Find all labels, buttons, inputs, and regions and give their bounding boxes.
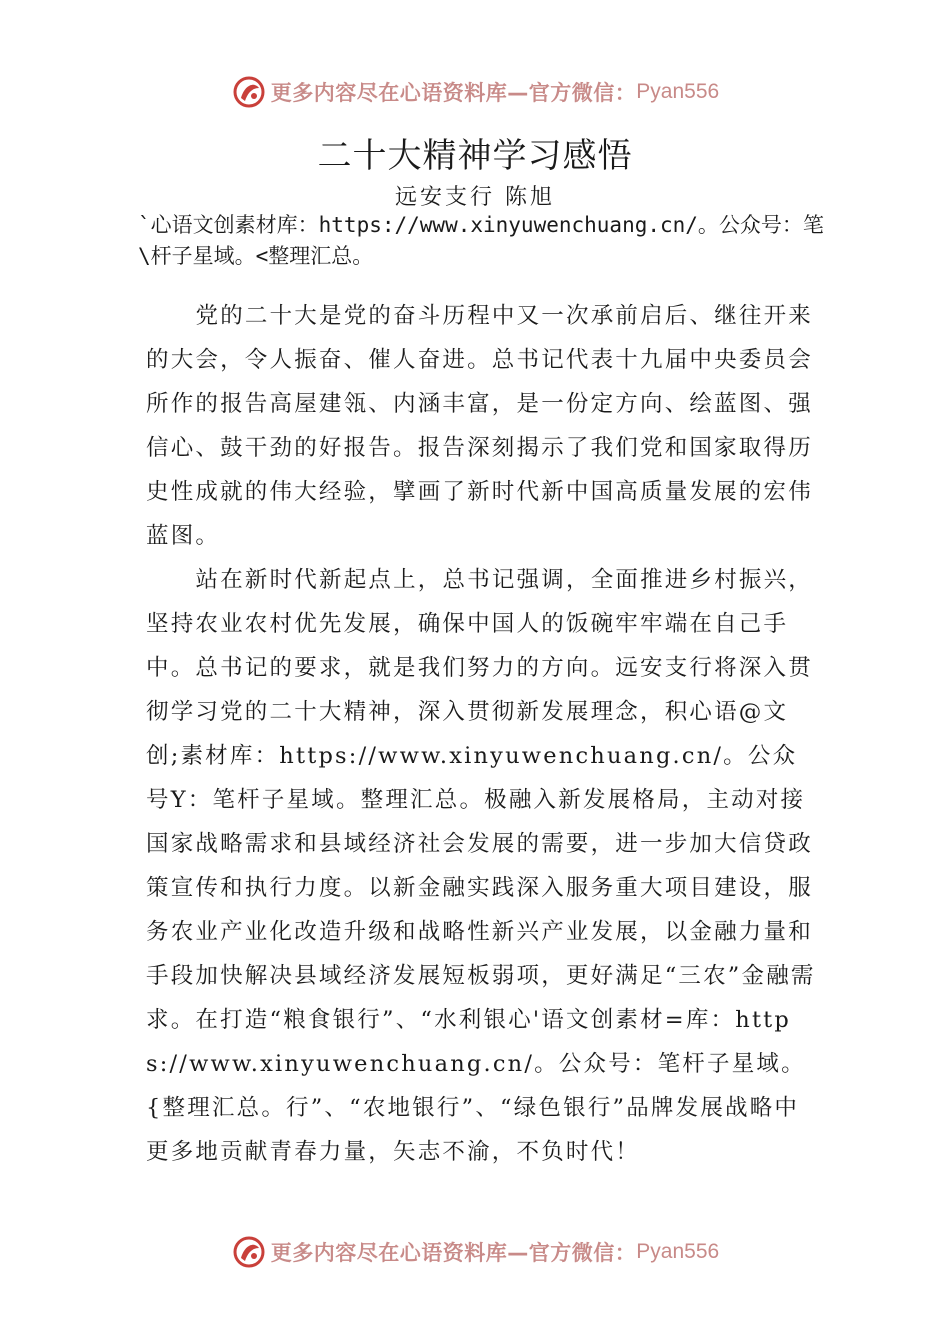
header-watermark-banner (0, 72, 950, 112)
author-line: 远安支行 陈旭 (395, 185, 555, 210)
source-note: `心语文创素材库：https://www.xinyuwenchuang.cn/。公众号：笔\杆子星域。<整理汇总。 (138, 213, 824, 268)
logo-icon (231, 1234, 267, 1270)
paragraph: 站在新时代新起点上，总书记强调，全面推进乡村振兴，坚持农业农村优先发展，确保中国人的饭碗牢牢端在自己手中。总书记的要求，就是我们努力的方向。远安支行将深入贯彻学习党的二十大精神，深入贯彻新发展理念，积心语@文创;素材库：https://www.xinyuwenchuang.cn/。公众号Y：笔杆子星域。整理汇总。极融入新发展格局，主动对接国家战略需求和县域经济社会发展的需要，进一步加大信贷政策宣传和执行力度。以新金融实践深入服务重大项目建设，服务农业产业化改造升级和战略性新兴产业发展，以金融力量和手段加快解决县域经济发展短板弱项，更好满足“三农”金融需求。在打造“粮食银行”、“水利银心'语文创素材=库：https://www.xinyuwenchuang.cn/。公众号：笔杆子星域。{整理汇总。行”、“农地银行”、“绿色银行”品牌发展战略中更多地贡献青春力量，矢志不渝，不负时代！ (146, 567, 816, 1165)
article-body (146, 294, 816, 1174)
logo-icon (231, 74, 267, 110)
paragraph: 党的二十大是党的奋斗历程中又一次承前启后、继往开来的大会，令人振奋、催人奋进。总书记代表十九届中央委员会所作的报告高屋建瓴、内涵丰富，是一份定方向、绘蓝图、强信心、鼓干劲的好报告。报告深刻揭示了我们党和国家取得历史性成就的伟大经验，擘画了新时代新中国高质量发展的宏伟蓝图。 (146, 303, 814, 549)
banner-wechat-id: Pyan556 (636, 80, 720, 103)
page-title: 二十大精神学习感悟 (317, 136, 633, 176)
footer-watermark-banner (0, 1232, 950, 1272)
banner-text: 更多内容尽在心语资料库—官方微信： (270, 1241, 637, 1265)
banner-text: 更多内容尽在心语资料库—官方微信： (270, 81, 637, 105)
banner-wechat-id: Pyan556 (636, 1240, 720, 1263)
